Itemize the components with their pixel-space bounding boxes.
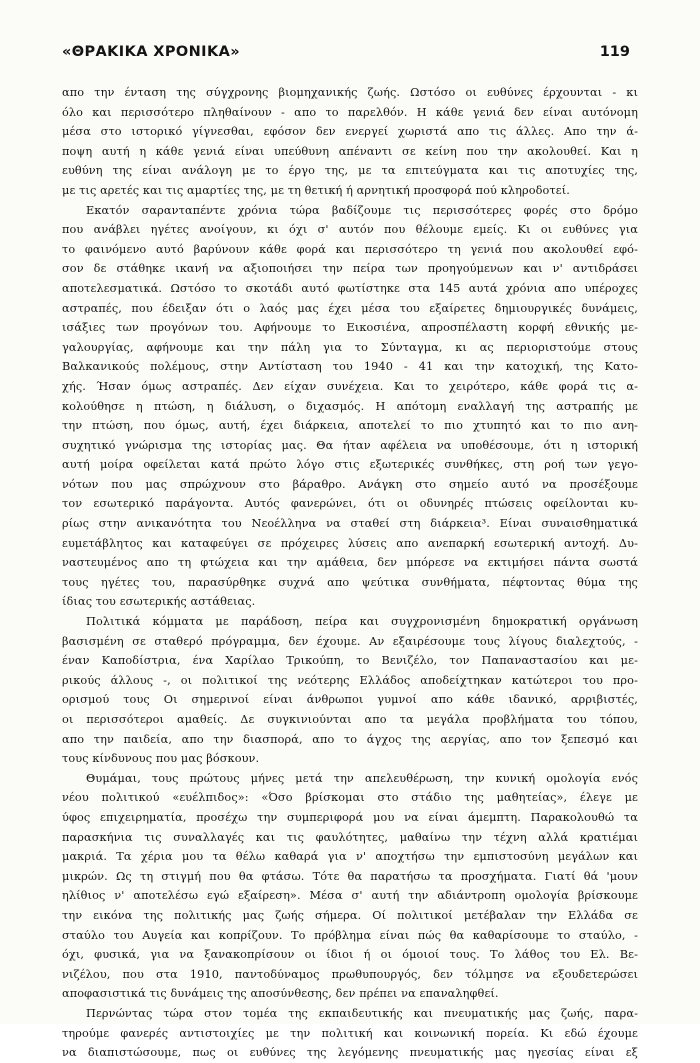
running-title: «ΘΡΑΚΙΚΑ ΧΡΟΝΙΚΑ» — [62, 44, 240, 60]
text-line: μακριά. Τα χέρια μου τα θέλω καθαρά για ν' αποχτήσω την εμπιστοσύνη μεγάλων και — [62, 850, 638, 864]
text-line: Πολιτικά κόμματα με παράδοση, πείρα και συγχρονισμένη δημοκρατική οργάνωση — [86, 615, 638, 629]
text-line: την πτώση, που όμως, αυτή, έχει διάρκεια, αποτελεί το πιο χτυπητό και το πιο ανη- — [62, 419, 638, 433]
text-line: σταύλο του Αυγεία και κοπρίζουν. Το πρόβλημα είναι πώς θα καθαρίσουμε το σταύλο, - — [62, 928, 638, 942]
text-line: ορισμού τους Οι σημερινοί είναι άνθρωποι γυμνοί απο κάθε ιδανικό, αρριβιστές, — [62, 693, 638, 707]
page-number: 119 — [599, 44, 630, 60]
text-line: το φαινόμενο αυτό βαρύνουν κάθε φορά και περισσότερο τη γενιά που ακολουθεί εφό- — [62, 242, 638, 256]
text-line: Βαλκανικούς πολέμους, στην Αντίσταση του 1940 - 41 και την κατοχική, της Κατο- — [62, 360, 638, 374]
text-line: ηλίθιος ν' αποτελέσω εγώ εξαίρεση». Μέσα σ' αυτή την αδιάντροπη ομολογία βρίσκουμε — [62, 889, 638, 903]
text-line: ισάξιες των προγόνων του. Αφήνουμε το Εικοσιένα, απροσπέλαστη κορφή εθνικής με- — [62, 321, 638, 335]
body-text — [62, 83, 638, 1063]
text-line: την εικόνα της πολιτικής μας ζωής σήμερα. Οί πολιτικοί μετέβαλαν την Ελλάδα σε — [62, 908, 638, 922]
text-line: παρασκήνια τις συναλλαγές και τις φαυλότητες, μαθαίνω την τέχνη αλλά κρατιέμαι — [62, 830, 638, 844]
text-line: γαλουργίας, αφήνουμε και την πάλη για το Σύνταγμα, κι ας περιοριστούμε στους — [62, 340, 638, 354]
text-line: σον δε στάθηκε ικανή να αξιοποιήσει την πείρα των προηγούμενων και ν' αντιδράσει — [62, 262, 638, 276]
text-line: αποφασιστικά τις δυνάμεις της αποσύνθεσης, δεν πρέπει να επαναληφθεί. — [62, 987, 499, 1001]
text-line: απο την παιδεία, απο την διασπορά, απο το άγχος της αεργίας, απο τον ξεπεσμό και — [62, 732, 638, 746]
text-line: συχητικό γνώρισμα της ιστορίας μας. Θα ήταν αφέλεια να υποθέσουμε, ότι η ιστορική — [62, 438, 638, 452]
text-line: τους κίνδυνους που μας βόσκουν. — [62, 752, 260, 766]
text-line: αστραπές, που έδειξαν ότι ο λαός μας έχει μέσα του εξαίρετες δημιουργικές δυνάμεις, — [62, 301, 638, 315]
text-line: ύφος επιχειρηματία, προσέχω την συμπεριφορά μου να είναι άμεμπτη. Παρακολουθώ τα — [62, 810, 638, 824]
text-line: ευμετάβλητος και καταφεύγει σε πρόχειρες λύσεις απο ανεπαρκή εσωτερική αντοχή. Δυ- — [62, 536, 638, 550]
text-line: Εκατόν σαρανταπέντε χρόνια τώρα βαδίζουμε τις περισσότερες φορές στο δρόμο — [86, 203, 638, 217]
text-line: ίδιας του εσωτερικής αστάθειας. — [62, 595, 256, 609]
text-line: όχι, φυσικά, για να ξανακοπρίσουν οι ίδιοι ή οι όμοιοί τους. Το λάθος του Ελ. Βε- — [62, 948, 638, 962]
text-line: να διαπιστώσουμε, πως οι ευθύνες της λεγόμενης πνευματικής μας ηγεσίας είναι εξ — [62, 1046, 638, 1060]
text-line: αυτή μοίρα οφείλεται κατά πρώτο λόγο στις εξωτερικές συνθήκες, στη ροή των γεγο- — [62, 458, 638, 472]
text-line: νέου πολιτικού «ευέλπιδος»: «Όσο βρίσκομαι στο στάδιο της μαθητείας», έλεγε με — [62, 791, 638, 805]
text-line: ποψη αυτή η κάθε γενιά είναι υπεύθυνη απέναντι σε κείνη που την ακολουθεί. Και η — [62, 144, 638, 158]
text-line: κολούθησε η πτώση, η διάλυση, ο διχασμός. Η απότομη εναλλαγή της αστραπής με — [62, 399, 638, 413]
text-line: ρικούς άλλους -, οι πολιτικοί της νεότερης Ελλάδος αποδείχτηκαν κατώτεροι του προ- — [62, 673, 638, 687]
text-line: όλο και περισσότερο πληθαίνουν - απο το παρελθόν. Η κάθε γενιά δεν είναι αυτόνομη — [62, 105, 638, 119]
text-line: τον εσωτερικό παράγοντα. Αυτός φανερώνει, ότι οι οδυνηρές πτώσεις οφείλονται κυ- — [62, 497, 638, 511]
text-line: μέσα στο ιστορικό γίγνεσθαι, εφόσον δεν ενεργεί χωριστά απο τις άλλες. Απο την ά- — [62, 125, 638, 139]
text-line: αποτελεσματικά. Ωστόσο το σκοτάδι αυτό φωτίστηκε στα 145 αυτά χρόνια απο υπέροχες — [62, 281, 638, 295]
text-line: Θυμάμαι, τους πρώτους μήνες μετά την απελευθέρωση, την κυνική ομολογία ενός — [86, 771, 638, 785]
text-line: ρίως στην ανικανότητα του Νεοέλληνα να σταθεί στη διάρκεια³. Είναι συναισθηματικά — [62, 517, 638, 531]
text-line: οι περισσότεροι αμαθείς. Δε συγκινιούνται απο τα μεγάλα προβλήματα του τόπου, — [62, 713, 638, 726]
text-line: μικρών. Ως τη στιγμή που θα φτάσω. Τότε θα παρατήσω τα προσχήματα. Γιατί θά 'μουν — [62, 869, 638, 883]
text-line: ναστευμένος απο τη φτώχεια και την αμάθεια, δεν μπόρεσε να εκτιμήσει πάντα σωστά — [62, 556, 638, 570]
text-line: νιζέλου, που στα 1910, παντοδύναμος πρωθυπουργός, δεν τόλμησε να εξουδετερώσει — [62, 967, 638, 981]
text-line: ευθύνη της είναι ανάλογη με το έργο της, με τα επιτεύγματα και τις αποτυχίες της, — [62, 164, 638, 178]
text-line: βασισμένη σε σταθερό πρόγραμμα, δεν έχουμε. Αν εξαιρέσουμε τους λίγους διαλεχτούς, - — [62, 634, 638, 648]
text-line: που ανάβλει ηγέτες ανοίγουν, κι όχι σ' αυτόν που θέλουμε εμείς. Κι οι ευθύνες για — [62, 223, 638, 237]
text-line: έναν Καποδίστρια, ένα Χαρίλαο Τρικούπη, το Βενιζέλο, τον Παπαναστασίου και με- — [62, 654, 638, 668]
text-line: τηρούμε φανερές αντιστοιχίες με την πολιτική και κοινωνική πορεία. Κι εδώ έχουμε — [62, 1026, 638, 1040]
text-line: με τις αρετές και τις αμαρτίες της, με τη θετική ή αρνητική προσφορά πού κληροδοτεί. — [62, 183, 570, 197]
page-header — [62, 38, 630, 60]
text-line: Περνώντας τώρα στον τομέα της εκπαιδευτικής και πνευματικής μας ζωής, παρα- — [86, 1006, 638, 1020]
text-line: νότων που μας σπρώχνουν στο βάραθρο. Ανάγκη στο σημείο αυτό να προσέξουμε — [62, 477, 638, 491]
text-line: χής. Ήσαν όμως αστραπές. Δεν είχαν συνέχεια. Και το χειρότερο, κάθε φορά τις α- — [62, 379, 638, 393]
text-line: τους ηγέτες του, παρασύρθηκε συχνά απο ψεύτικα συνθήματα, πέφτοντας θύμα της — [62, 575, 638, 589]
text-line: απο την ένταση της σύγχρονης βιομηχανικής ζωής. Ωστόσο οι ευθύνες έρχουνται - κι — [62, 86, 638, 99]
